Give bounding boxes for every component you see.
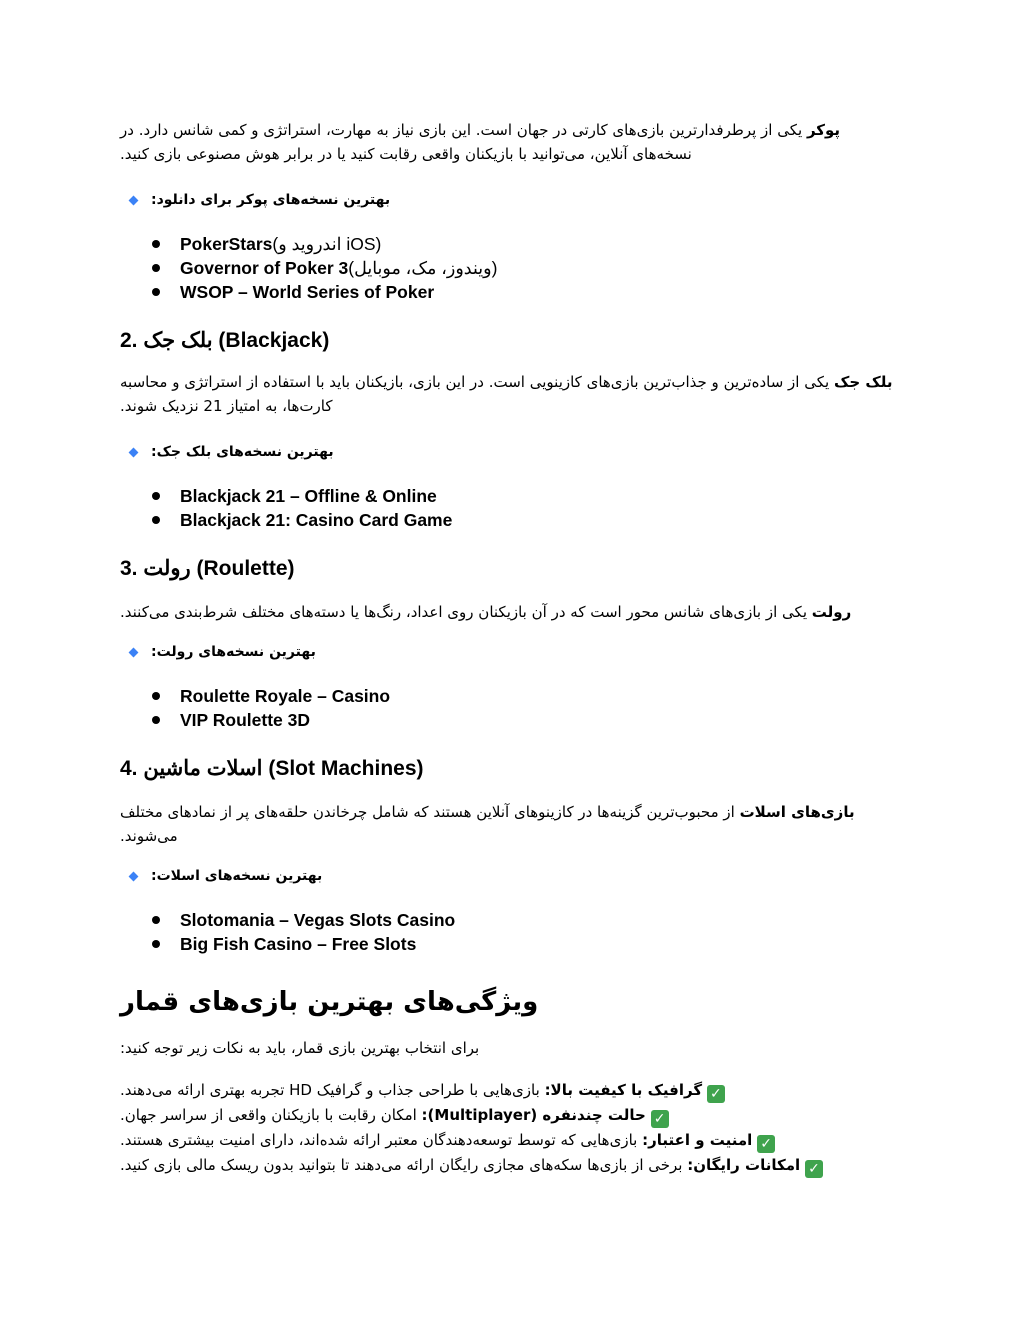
feature-line <box>120 1103 894 1128</box>
feature-title: امنیت و اعتبار: <box>642 1131 753 1149</box>
diamond-bullet-icon <box>129 195 139 205</box>
roulette-versions-list <box>120 684 894 732</box>
feature-line <box>120 1128 894 1153</box>
feature-line <box>120 1153 894 1178</box>
slots-description: از محبوب‌ترین گزینه‌ها در کازینوهای آنلاین هستند که شامل چرخاندن حلقه‌های پر از نمادهای مختلف می‌شوند. <box>120 803 740 845</box>
poker-versions-list <box>120 232 894 304</box>
features-title: ویژگی‌های بهترین بازی‌های قمار <box>120 987 539 1017</box>
heading-english: (Blackjack) <box>218 329 330 352</box>
list-item <box>152 280 894 304</box>
app-note: (ویندوز، مک، موبایل) <box>348 258 498 278</box>
feature-text: بازی‌هایی با طراحی جذاب و گرافیک HD تجربه بهتری ارائه می‌دهند. <box>120 1081 545 1099</box>
check-mark-icon: ✓ <box>651 1110 669 1128</box>
slots-paragraph <box>120 800 894 848</box>
bullet-dot-icon <box>152 940 160 948</box>
list-item <box>152 908 894 932</box>
blackjack-description: یکی از ساده‌ترین و جذاب‌ترین بازی‌های کازینویی است. در این بازی، بازیکنان باید با استفاده از استراتژی و محاسبه کارت‌ها، به امتیاز 21 نزدیک شوند. <box>120 373 834 415</box>
app-name: Slotomania – Vegas Slots Casino <box>180 910 456 930</box>
app-name: Big Fish Casino – Free Slots <box>180 934 417 954</box>
app-name: VIP Roulette 3D <box>180 710 310 730</box>
feature-line <box>120 1078 894 1103</box>
heading-number: 4. <box>120 757 138 780</box>
roulette-versions-subheading <box>120 640 894 664</box>
feature-title: امکانات رایگان: <box>687 1156 801 1174</box>
check-mark-icon: ✓ <box>805 1160 823 1178</box>
diamond-bullet-icon <box>129 647 139 657</box>
blackjack-versions-subheading <box>120 440 894 464</box>
feature-text: بازی‌هایی که توسط توسعه‌دهندگان معتبر ارائه شده‌اند، دارای امنیت بیشتری هستند. <box>120 1131 643 1149</box>
heading-persian: بلک جک <box>143 329 213 352</box>
poker-paragraph <box>120 118 894 166</box>
poker-versions-label: بهترین نسخه‌های پوکر برای دانلود: <box>151 192 391 208</box>
roulette-heading <box>120 554 894 584</box>
feature-title: گرافیک با کیفیت بالا: <box>544 1081 703 1099</box>
heading-number: 2. <box>120 329 138 352</box>
list-item <box>152 932 894 956</box>
slots-versions-list <box>120 908 894 956</box>
app-name: Roulette Royale – Casino <box>180 686 391 706</box>
app-name: Blackjack 21 – Offline & Online <box>180 486 437 506</box>
slots-versions-label: بهترین نسخه‌های اسلات: <box>151 868 323 884</box>
diamond-bullet-icon <box>129 447 139 457</box>
bullet-dot-icon <box>152 492 160 500</box>
document-page <box>120 118 894 1178</box>
list-item <box>152 256 894 280</box>
app-name: PokerStars <box>180 234 273 254</box>
slots-heading <box>120 754 894 784</box>
blackjack-versions-label: بهترین نسخه‌های بلک جک: <box>151 444 334 460</box>
bullet-dot-icon <box>152 288 160 296</box>
heading-number: 3. <box>120 557 138 580</box>
app-name: Governor of Poker 3 <box>180 258 349 278</box>
blackjack-heading <box>120 326 894 356</box>
features-intro: برای انتخاب بهترین بازی قمار، باید به نکات زیر توجه کنید: <box>120 1039 480 1057</box>
blackjack-versions-list <box>120 484 894 532</box>
list-item <box>152 708 894 732</box>
roulette-term: رولت <box>811 603 852 621</box>
check-mark-icon: ✓ <box>707 1085 725 1103</box>
roulette-paragraph <box>120 600 894 624</box>
blackjack-paragraph <box>120 370 894 418</box>
poker-description: یکی از پرطرفدارترین بازی‌های کارتی در جهان است. این بازی نیاز به مهارت، استراتژی و کمی شانس دارد. در نسخه‌های آنلاین، می‌توانید با بازیکنان واقعی رقابت کنید یا در برابر هوش مصنوعی بازی کنید. <box>120 121 807 163</box>
list-item <box>152 684 894 708</box>
list-item <box>152 484 894 508</box>
poker-term: پوکر <box>806 121 841 139</box>
bullet-dot-icon <box>152 264 160 272</box>
slots-versions-subheading <box>120 864 894 888</box>
feature-text: امکان رقابت با بازیکنان واقعی از سراسر جهان. <box>120 1106 422 1124</box>
check-mark-icon: ✓ <box>757 1135 775 1153</box>
heading-persian: اسلات ماشین <box>143 757 263 780</box>
poker-versions-subheading <box>120 188 894 212</box>
list-item <box>152 508 894 532</box>
blackjack-term: بلک جک <box>833 373 893 391</box>
heading-persian: رولت <box>143 557 191 580</box>
bullet-dot-icon <box>152 916 160 924</box>
roulette-description: یکی از بازی‌های شانس محور است که در آن بازیکنان روی اعداد، رنگ‌ها یا دسته‌های مختلف شرط‌بندی می‌کنند. <box>120 603 812 621</box>
heading-english: (Slot Machines) <box>268 757 424 780</box>
bullet-dot-icon <box>152 240 160 248</box>
app-name: WSOP – World Series of Poker <box>180 282 435 302</box>
feature-title: حالت چندنفره (Multiplayer): <box>421 1106 646 1124</box>
features-list <box>120 1078 894 1178</box>
diamond-bullet-icon <box>129 871 139 881</box>
heading-english: (Roulette) <box>196 557 295 580</box>
feature-text: برخی از بازی‌ها سکه‌های مجازی رایگان ارائه می‌دهند تا بتوانید بدون ریسک مالی بازی کنید. <box>120 1156 688 1174</box>
bullet-dot-icon <box>152 692 160 700</box>
slots-term: بازی‌های اسلات <box>739 803 855 821</box>
bullet-dot-icon <box>152 516 160 524</box>
app-note: (اندروید و iOS) <box>272 234 382 254</box>
list-item <box>152 232 894 256</box>
bullet-dot-icon <box>152 716 160 724</box>
roulette-versions-label: بهترین نسخه‌های رولت: <box>151 644 316 660</box>
app-name: Blackjack 21: Casino Card Game <box>180 510 453 530</box>
